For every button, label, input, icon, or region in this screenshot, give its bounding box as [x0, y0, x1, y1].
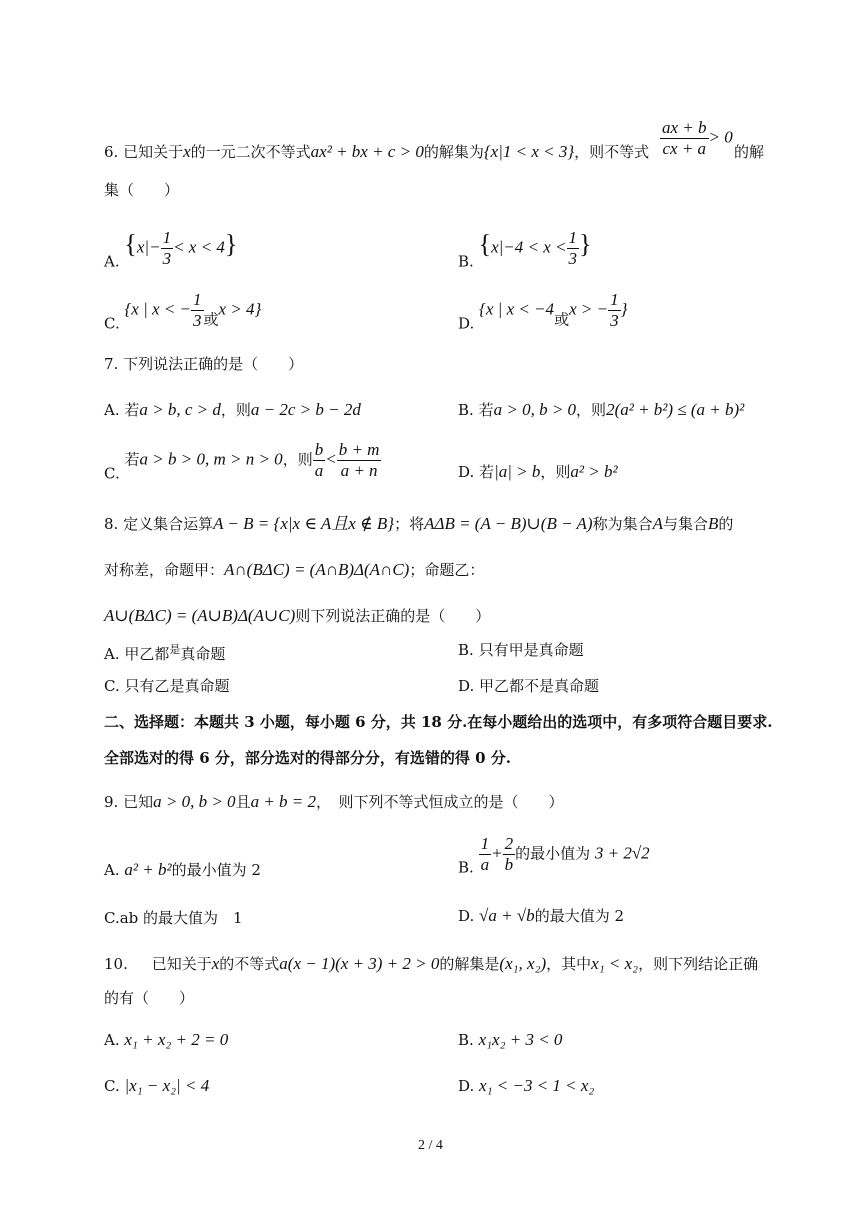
page-number: 2 / 4: [418, 1138, 443, 1153]
q9-option-b[interactable]: [458, 834, 650, 878]
fraction-denominator: cx + a: [662, 139, 707, 158]
q10-stem-line2: [104, 988, 194, 1008]
q9-option-c[interactable]: [104, 908, 243, 928]
set-text: x|−4 < x <: [491, 237, 567, 257]
q8-text: ；命题乙：: [409, 561, 485, 579]
q10-math: a(x − 1)(x + 3) + 2 > 0: [279, 954, 440, 973]
q6-option-d[interactable]: [458, 290, 627, 334]
set-text: {x | x < −: [124, 299, 192, 319]
q6-number: 6.: [104, 143, 119, 161]
q8-definition: AΔB = (A − B)∪(B − A): [424, 514, 593, 533]
q9-option-a[interactable]: [104, 860, 261, 880]
q10-math: (x₁, x₂): [499, 954, 547, 973]
brace-right: }: [579, 229, 592, 259]
option-label: C.: [104, 677, 120, 695]
q6-text: 的解集为: [423, 143, 484, 161]
q8-text: ；将: [394, 515, 425, 533]
q9-number: 9.: [104, 793, 119, 811]
option-math: 3 + 2√2: [594, 843, 650, 863]
option-label: A.: [104, 1031, 120, 1049]
q8-stem-line3: [104, 606, 490, 626]
q8-var: B: [707, 514, 719, 533]
option-label: D.: [458, 677, 475, 695]
q6-fraction-ineq: [660, 118, 733, 159]
q6-option-a[interactable]: [104, 228, 237, 272]
q10-text: 的不等式: [219, 955, 280, 973]
q8-option-b[interactable]: [458, 640, 584, 660]
q10-text: ，其中: [546, 955, 592, 973]
option-math: <: [325, 449, 337, 469]
q6-stem: [104, 142, 649, 162]
fraction: [191, 290, 204, 331]
q6-text: ，则不等式: [574, 143, 650, 161]
option-math: +: [491, 843, 503, 863]
q6-fraction: [660, 118, 709, 159]
set-text: x|−: [136, 237, 161, 257]
option-label: B.: [458, 1031, 474, 1049]
q8-text: 对称差，命题甲：: [104, 561, 225, 579]
q9-text: 已知: [123, 793, 154, 811]
option-text: ，则: [282, 450, 313, 469]
brace-left: {: [124, 229, 137, 259]
q8-text: 的: [718, 515, 734, 533]
fraction-denominator: a: [314, 461, 324, 480]
q10-option-d[interactable]: [458, 1076, 594, 1096]
q6-option-b[interactable]: [458, 228, 591, 272]
fraction-numerator: 2: [504, 834, 514, 853]
q6-text: 集（ ）: [104, 181, 180, 199]
fraction: [608, 290, 621, 331]
or-text: 或: [203, 310, 219, 329]
fraction-numerator: 1: [193, 290, 202, 309]
set-text: x > 4}: [218, 299, 262, 319]
option-label: C.: [104, 464, 120, 483]
option-text: 真命题: [180, 645, 226, 663]
fraction: [503, 834, 516, 875]
q7-option-b[interactable]: [458, 400, 744, 420]
fraction-numerator: 1: [480, 834, 490, 853]
fraction-denominator: 3: [162, 249, 172, 268]
fraction-numerator: 1: [568, 228, 577, 247]
q10-text: 的解集是: [439, 955, 500, 973]
fraction-numerator: ax + b: [662, 118, 707, 137]
q7-option-d[interactable]: [458, 462, 618, 482]
option-label: B.: [458, 401, 474, 419]
option-math: √a + √b: [479, 906, 535, 925]
option-text: 若: [124, 401, 140, 419]
q6-inequality: ax² + bx + c > 0: [310, 142, 424, 161]
fraction-denominator: a: [480, 855, 490, 874]
q8-option-d[interactable]: [458, 676, 599, 696]
option-math: x₁ < −3 < 1 < x₂: [479, 1076, 595, 1095]
fraction-numerator: 1: [610, 290, 619, 309]
brace-left: {: [478, 229, 492, 259]
q9-math: a + b = 2: [250, 792, 317, 811]
option-math: a > b, c > d: [139, 400, 221, 419]
q7-number: 7.: [104, 355, 119, 373]
option-text: 甲乙都不是真命题: [479, 677, 600, 695]
option-label: C.: [104, 1077, 120, 1095]
option-label: B.: [458, 641, 474, 659]
option-text: 的最小值为: [515, 844, 591, 863]
option-label: C.: [104, 909, 120, 927]
q8-option-c[interactable]: [104, 676, 230, 696]
option-math: a > b > 0, m > n > 0: [139, 449, 283, 469]
q6-stem-line2: [104, 180, 179, 200]
option-math: 2(a² + b²) ≤ (a + b)²: [606, 400, 745, 419]
option-text: 只有甲是真命题: [478, 641, 584, 659]
set-text: x > −: [569, 299, 609, 319]
section-2-heading: 二、选择题：本题共 3 小题，每小题 6 分，共 18 分.在每小题给出的选项中，有多项符合题目要求.: [104, 713, 773, 731]
option-label: C.: [104, 314, 120, 333]
option-math: a² > b²: [570, 462, 618, 481]
option-text: 是: [169, 643, 181, 656]
option-text: 的最大值为 2: [534, 907, 624, 925]
q10-option-a[interactable]: [104, 1030, 228, 1050]
q6-text: 的解: [734, 143, 765, 161]
q7-stem: [104, 354, 303, 374]
q8-option-a[interactable]: [104, 640, 225, 664]
option-math: a² + b²: [124, 860, 172, 879]
option-text: 的最小值为 2: [171, 861, 261, 879]
q8-stem: [104, 514, 733, 534]
fraction: [337, 440, 382, 481]
option-text: 若: [478, 401, 494, 419]
fraction-denominator: b: [504, 855, 514, 874]
q8-stem-line2: [104, 560, 484, 580]
q8-text: 称为集合: [592, 515, 653, 533]
fraction: [313, 440, 326, 481]
section-2-heading-line2: 全部选对的得 6 分，部分选对的得部分分，有选错的得 0 分.: [104, 749, 511, 767]
q6-option-c[interactable]: [104, 290, 261, 334]
fraction: [479, 834, 492, 875]
or-text: 或: [554, 310, 570, 329]
set-text: {x | x < −4: [479, 299, 555, 319]
option-label: A.: [104, 401, 120, 419]
q7-option-a[interactable]: [104, 400, 361, 420]
fraction: [567, 228, 580, 269]
option-label: D.: [458, 907, 475, 925]
fraction-denominator: 3: [568, 249, 577, 268]
option-text: ，则: [220, 401, 251, 419]
q8-proposition: A∩(BΔC) = (A∩B)Δ(A∩C): [224, 560, 410, 579]
q10-option-c[interactable]: [104, 1076, 209, 1096]
option-math: x₁ + x₂ + 2 = 0: [124, 1030, 229, 1049]
q9-stem: [104, 792, 564, 812]
option-label: D.: [458, 1077, 475, 1095]
q9-text: ， 则下列不等式恒成立的是（ ）: [316, 793, 564, 811]
option-math: a − 2c > b − 2d: [250, 400, 361, 419]
q10-text: ，则下列结论正确: [638, 955, 759, 973]
option-text: ，则: [576, 401, 607, 419]
option-text: ，则: [540, 463, 571, 481]
option-label: D.: [458, 463, 475, 481]
option-label: A.: [104, 645, 120, 663]
option-label: A.: [104, 861, 120, 879]
q10-var: x: [211, 954, 220, 973]
option-text: 若: [479, 463, 495, 481]
brace-right: }: [224, 229, 238, 259]
q8-text: 与集合: [662, 515, 708, 533]
q8-var: A: [652, 514, 663, 533]
q8-text: 定义集合运算: [123, 515, 214, 533]
q10-math: x₁ < x₂: [591, 954, 639, 973]
fraction-denominator: a + n: [340, 461, 378, 480]
q6-var: x: [183, 142, 191, 161]
option-text: 只有乙是真命题: [124, 677, 230, 695]
fraction-numerator: 1: [162, 228, 172, 247]
option-text: 若: [124, 450, 140, 469]
q6-solution-set: {x|1 < x < 3}: [483, 142, 575, 161]
option-math: |a| > b: [494, 462, 541, 481]
q6-text: 的一元二次不等式: [190, 143, 311, 161]
q10-text: 的有（ ）: [104, 989, 195, 1007]
q10-text: 已知关于: [151, 955, 212, 973]
option-label: B.: [458, 858, 474, 877]
q10-option-b[interactable]: [458, 1030, 562, 1050]
q6-text: 已知关于: [123, 143, 184, 161]
q6-gt-zero: > 0: [708, 127, 733, 147]
q8-definition: A − B = {x|x ∈ A且x ∉ B}: [213, 514, 395, 533]
set-text: < x < 4: [173, 237, 225, 257]
q9-math: a > 0, b > 0: [153, 792, 236, 811]
q8-proposition: A∪(BΔC) = (A∪B)Δ(A∪C): [104, 606, 296, 625]
fraction-denominator: 3: [610, 311, 619, 330]
option-math: |x₁ − x₂| < 4: [124, 1076, 210, 1095]
q9-option-d[interactable]: [458, 906, 624, 926]
option-math: x₁x₂ + 3 < 0: [478, 1030, 563, 1049]
fraction-denominator: 3: [193, 311, 202, 330]
option-math: a > 0, b > 0: [493, 400, 577, 419]
q6-stem-end: [734, 142, 764, 162]
option-label: A.: [104, 252, 120, 271]
q10-stem: [104, 954, 758, 974]
option-text: 甲乙都: [124, 645, 170, 663]
option-label: D.: [458, 314, 475, 333]
fraction: [161, 228, 174, 269]
q7-option-c[interactable]: [104, 440, 381, 484]
option-text: ab 的最大值为 1: [119, 909, 243, 927]
q7-text: 下列说法正确的是（ ）: [123, 355, 304, 373]
q10-number: 10.: [104, 955, 128, 973]
q8-text: 则下列说法正确的是（ ）: [295, 607, 491, 625]
option-label: B.: [458, 252, 474, 271]
q9-text: 且: [235, 793, 251, 811]
q8-number: 8.: [104, 515, 119, 533]
fraction-numerator: b: [314, 440, 324, 459]
fraction-numerator: b + m: [338, 440, 380, 459]
set-text: }: [620, 299, 628, 319]
